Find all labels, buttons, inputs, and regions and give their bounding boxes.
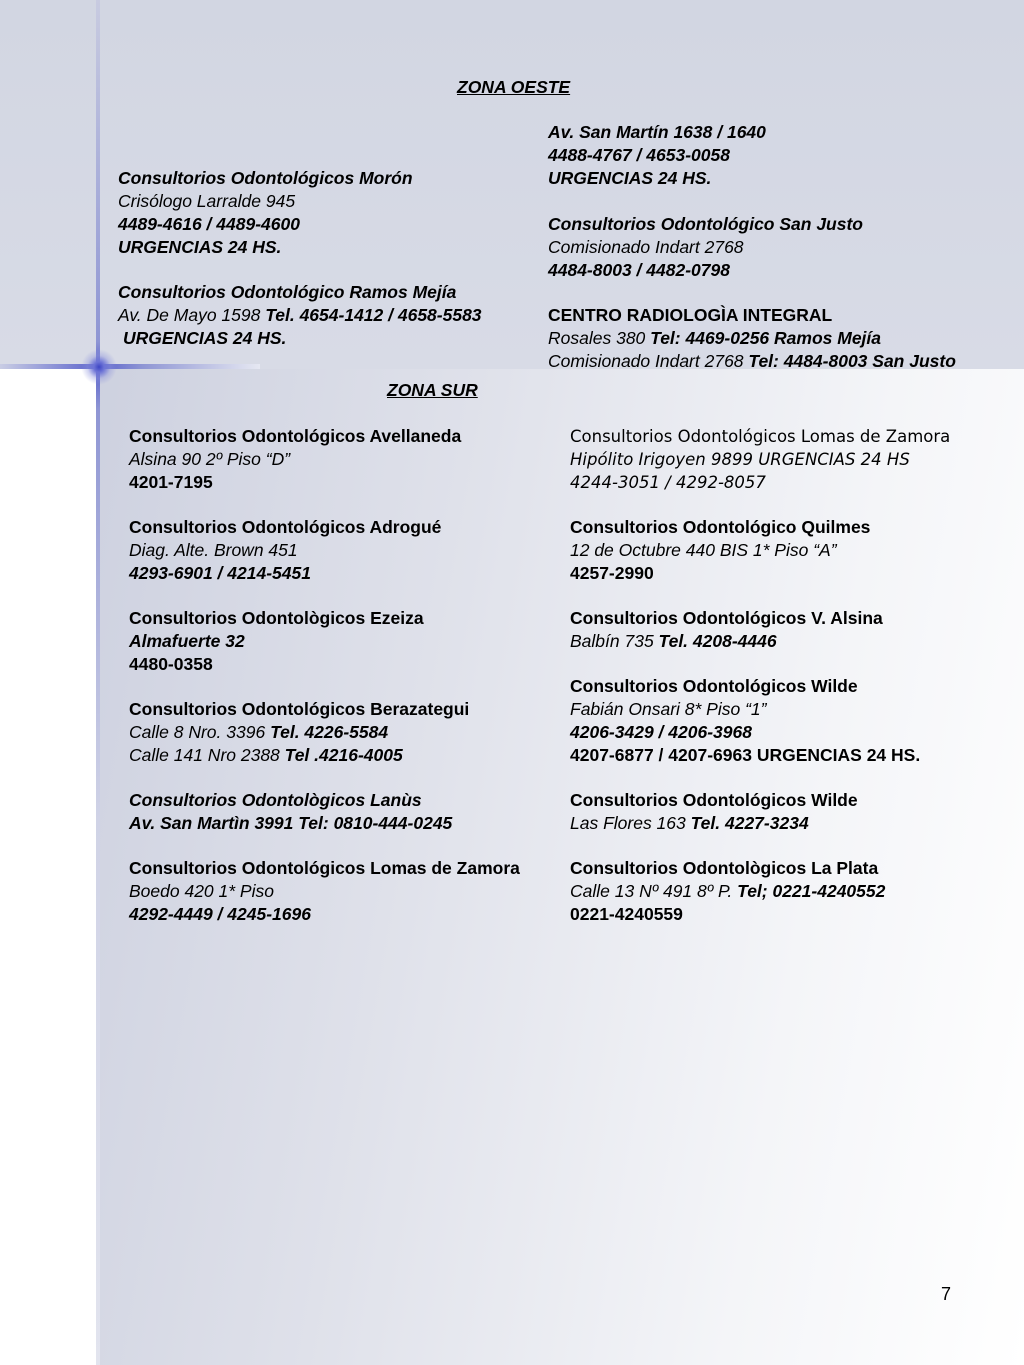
clinic-name: Consultorios Odontológicos Avellaneda (129, 426, 462, 446)
clinic-address: Calle 141 Nro 2388 (129, 745, 285, 765)
clinic-phone: 4489-4616 / 4489-4600 (118, 214, 300, 234)
clinic-address-line (118, 304, 482, 327)
clinic-phone: 4292-4449 / 4245-1696 (129, 904, 311, 924)
clinic-address-line (548, 350, 956, 373)
clinic-urgencias: URGENCIAS 24 HS. (548, 168, 712, 188)
clinic-phone: 4244-3051 / 4292-8057 (570, 473, 766, 492)
clinic-phone: 4207-6877 / 4207-6963 URGENCIAS 24 HS. (570, 745, 921, 765)
clinic-address-line (129, 721, 388, 744)
clinic-address: Av. San Martìn 3991 Tel: 0810-444-0245 (129, 813, 453, 833)
clinic-address-line (570, 812, 809, 835)
clinic-name: Consultorios Odontológicos Adrogué (129, 517, 442, 537)
left-margin (0, 369, 97, 1365)
clinic-address: Av. San Martín 1638 / 1640 (548, 122, 766, 142)
clinic-address-line (548, 327, 881, 350)
clinic-name: Consultorios Odontológicos Morón (118, 168, 413, 188)
clinic-address: Alsina 90 2º Piso “D” (129, 449, 291, 469)
clinic-phone: Tel: 4484-8003 San Justo (748, 351, 956, 371)
vertical-rule (96, 0, 100, 1365)
clinic-phone: 4484-8003 / 4482-0798 (548, 260, 730, 280)
clinic-phone: Tel. 4654-1412 / 4658-5583 (265, 305, 482, 325)
clinic-phone: 0221-4240559 (570, 904, 683, 924)
clinic-address: Rosales 380 (548, 328, 651, 348)
clinic-address: Fabián Onsari 8* Piso “1” (570, 699, 767, 719)
clinic-address: Almafuerte 32 (129, 631, 245, 651)
clinic-address-line (570, 880, 885, 903)
clinic-address: Calle 13 Nº 491 8º P. (570, 881, 738, 901)
clinic-phone: 4257-2990 (570, 563, 654, 583)
clinic-phone: Tel .4216-4005 (284, 745, 403, 765)
heading-zona-oeste: ZONA OESTE (457, 77, 571, 97)
clinic-name: Consultorios Odontológicos V. Alsina (570, 608, 883, 628)
clinic-name: Consultorios Odontológicos Berazategui (129, 699, 470, 719)
clinic-phone: Tel; 0221-4240552 (737, 881, 886, 901)
horizontal-rule (0, 364, 260, 369)
clinic-phone: 4488-4767 / 4653-0058 (548, 145, 730, 165)
clinic-phone: Tel. 4208-4446 (658, 631, 777, 651)
sparkle-icon (81, 349, 117, 385)
clinic-name: Consultorios Odontológicos Lomas de Zamora (129, 858, 520, 878)
clinic-name: Consultorios Odontológicos Lomas de Zamora (570, 427, 951, 446)
clinic-phone: Tel. 4227-3234 (690, 813, 809, 833)
clinic-name: Consultorios Odontológicos Wilde (570, 676, 858, 696)
clinic-phone: Tel: 4469-0256 Ramos Mejía (650, 328, 882, 348)
page-number: 7 (941, 1284, 952, 1304)
clinic-address: Calle 8 Nro. 3396 (129, 722, 271, 742)
clinic-address-line (570, 630, 777, 653)
clinic-address: Av. De Mayo 1598 (118, 305, 266, 325)
clinic-address: Crisólogo Larralde 945 (118, 191, 296, 211)
clinic-name: Consultorios Odontològicos Lanùs (129, 790, 422, 810)
clinic-name: Consultorios Odontológicos Wilde (570, 790, 858, 810)
clinic-address: Hipólito Irigoyen 9899 URGENCIAS 24 HS (570, 450, 910, 469)
heading-zona-sur: ZONA SUR (387, 380, 478, 400)
clinic-name: Consultorios Odontológico Quilmes (570, 517, 871, 537)
clinic-urgencias: URGENCIAS 24 HS. (118, 237, 282, 257)
clinic-name: Consultorios Odontològicos La Plata (570, 858, 879, 878)
clinic-urgencias: URGENCIAS 24 HS. (123, 328, 287, 348)
clinic-phone: Tel. 4226-5584 (270, 722, 389, 742)
clinic-address: 12 de Octubre 440 BIS 1* Piso “A” (570, 540, 837, 560)
clinic-name: Consultorios Odontològicos Ezeiza (129, 608, 424, 628)
clinic-address: Comisionado Indart 2768 (548, 351, 749, 371)
clinic-address: Las Flores 163 (570, 813, 691, 833)
clinic-address: Comisionado Indart 2768 (548, 237, 744, 257)
clinic-address: Diag. Alte. Brown 451 (129, 540, 298, 560)
clinic-name: Consultorios Odontológico Ramos Mejía (118, 282, 457, 302)
clinic-address: Balbín 735 (570, 631, 659, 651)
clinic-phone: 4206-3429 / 4206-3968 (570, 722, 752, 742)
clinic-address: Boedo 420 1* Piso (129, 881, 274, 901)
clinic-name: Consultorios Odontológico San Justo (548, 214, 863, 234)
clinic-phone: 4201-7195 (129, 472, 213, 492)
clinic-address-line (129, 744, 403, 767)
clinic-phone: 4480-0358 (129, 654, 213, 674)
clinic-name: CENTRO RADIOLOGÌA INTEGRAL (548, 305, 833, 325)
clinic-phone: 4293-6901 / 4214-5451 (129, 563, 311, 583)
